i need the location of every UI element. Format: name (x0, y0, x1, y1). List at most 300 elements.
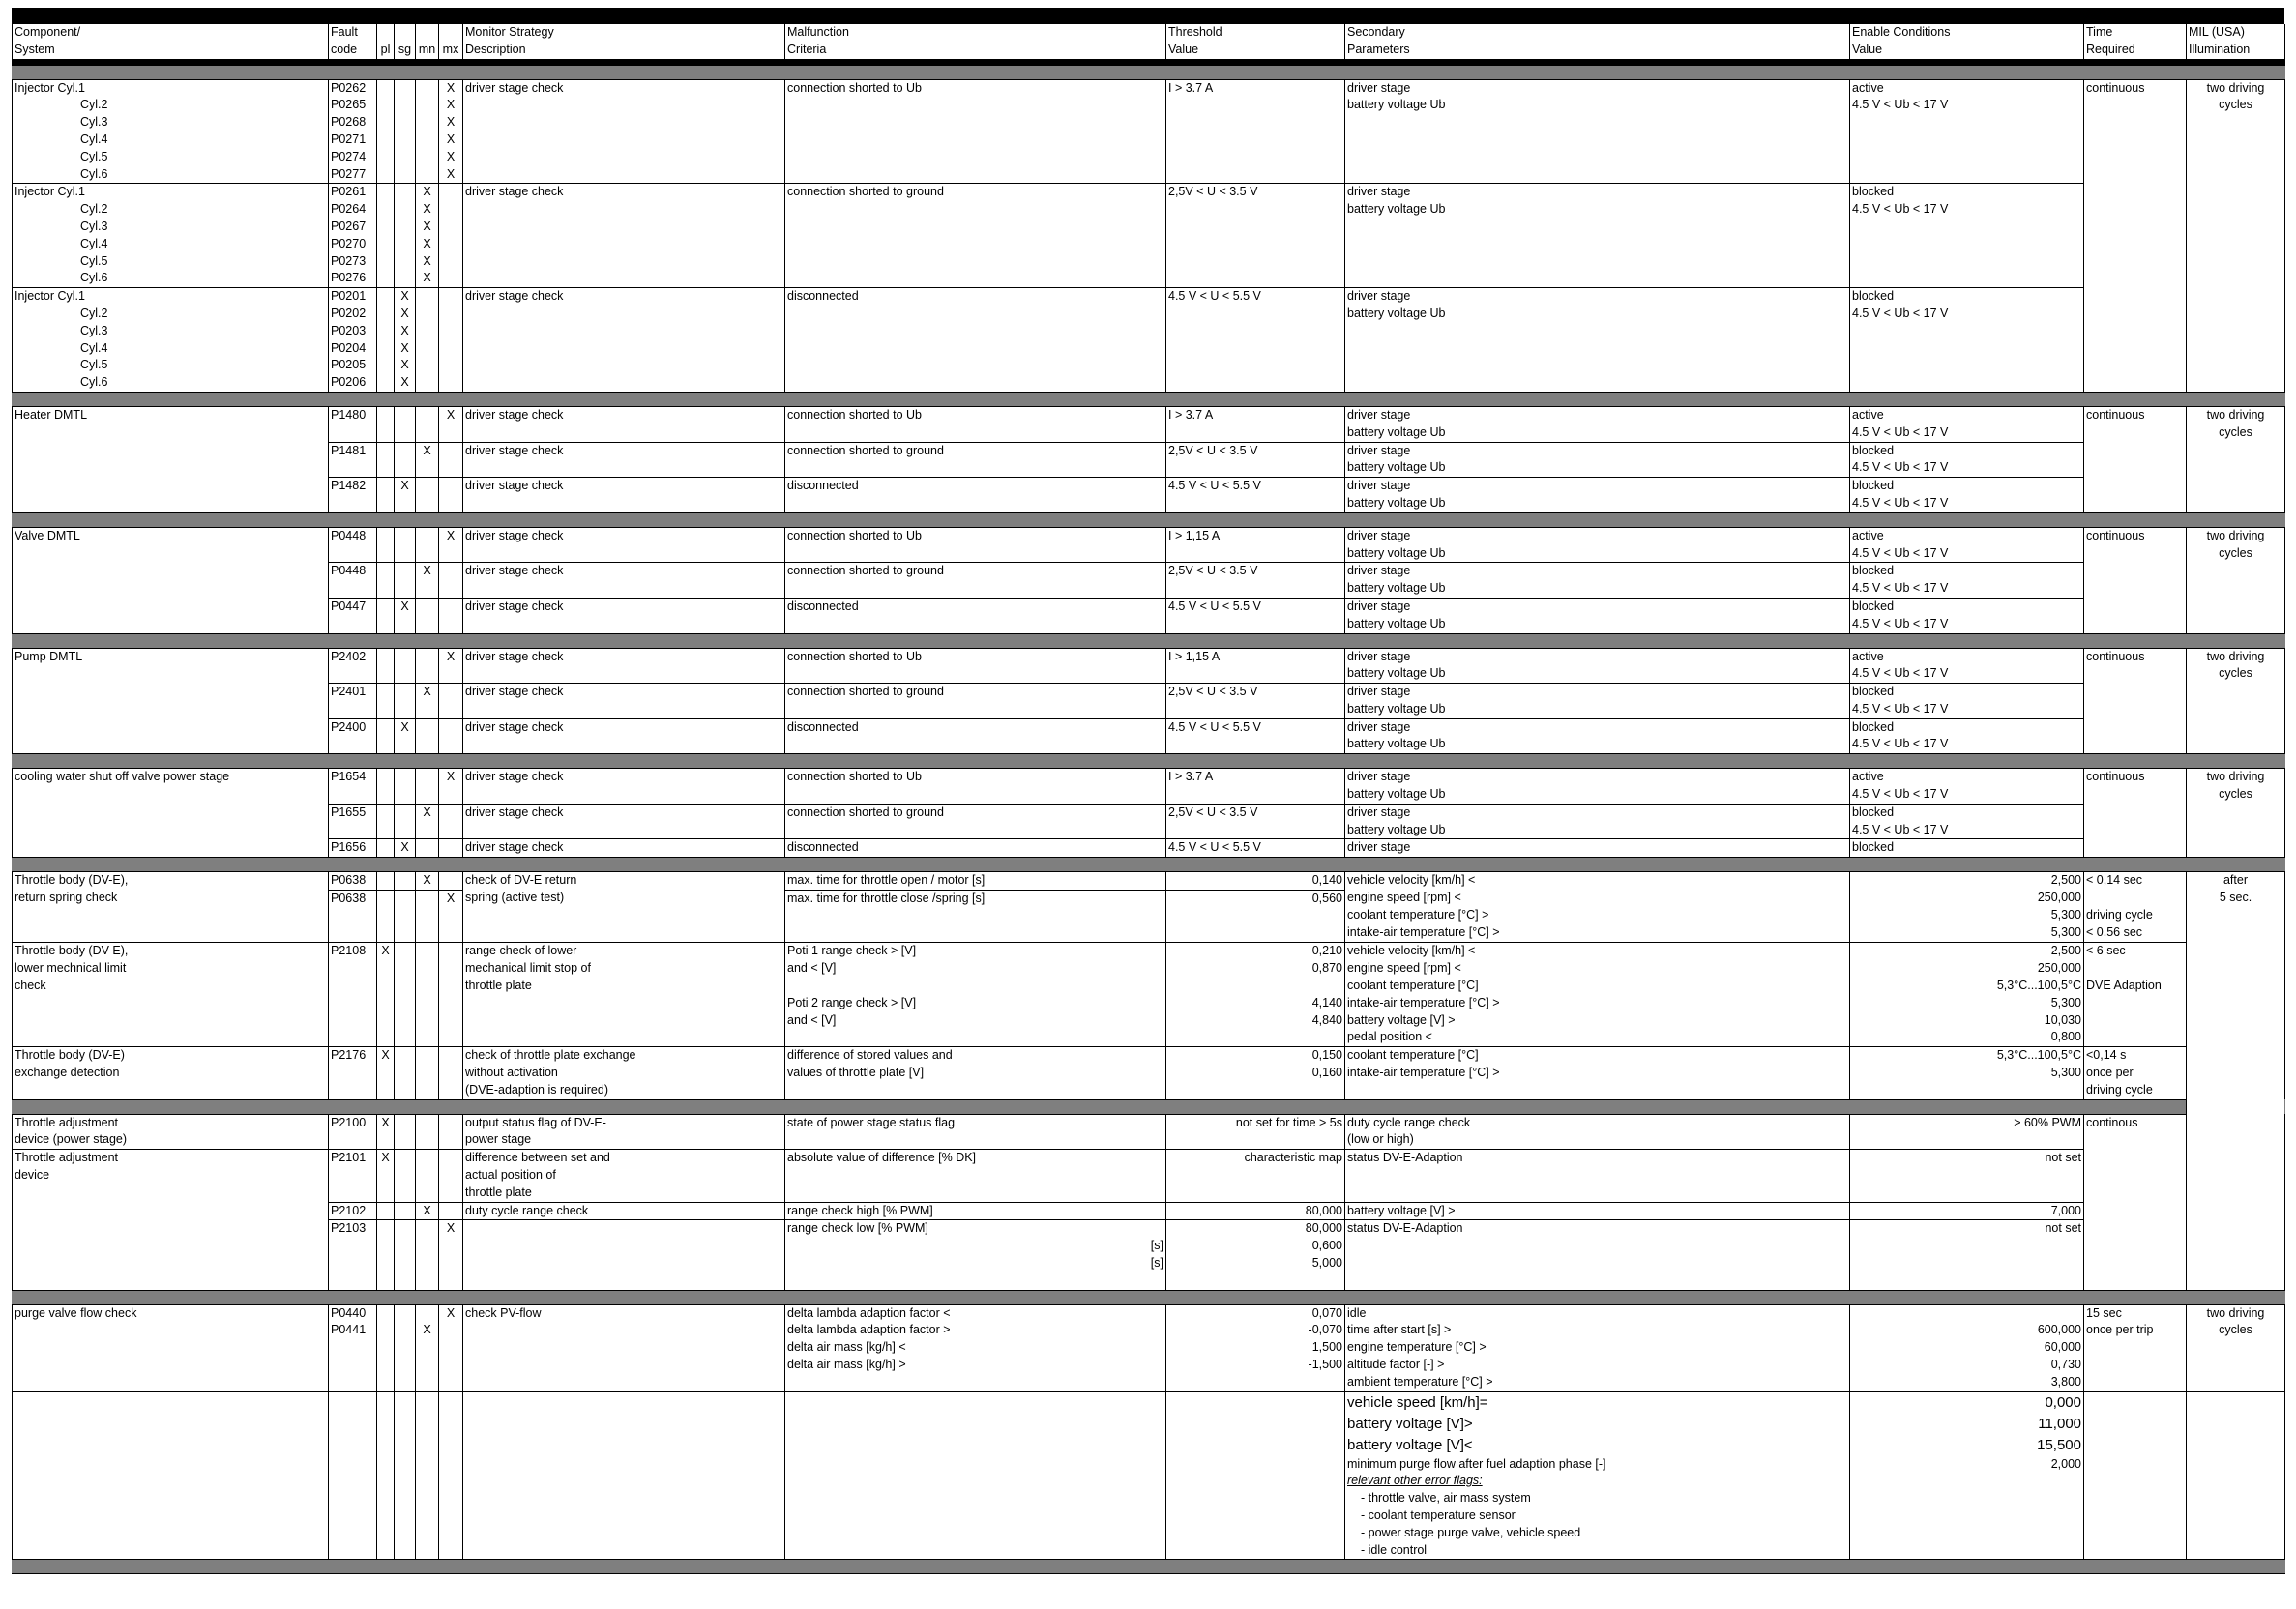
cell-line: P2401 (331, 685, 367, 699)
cell-line: once per (2086, 1066, 2134, 1080)
separator-cell (439, 65, 463, 79)
cell-line: continuous (2086, 770, 2145, 784)
cell-line: engine temperature [°C] > (1347, 1340, 1487, 1355)
cell-line: driver stage (1347, 80, 1411, 95)
component-injector (13, 288, 329, 393)
enable-conditions (1850, 1202, 2084, 1220)
cell-line: state of power stage status flag (787, 1115, 956, 1129)
cell-line: connection shorted to ground (787, 685, 944, 699)
flag-sg (395, 943, 416, 1047)
secondary-parameters (1345, 1202, 1850, 1220)
malfunction-criteria (785, 1304, 1166, 1391)
cell-line: active (1852, 770, 1884, 784)
cell-line: driver stage check (465, 685, 564, 699)
flag-mx (439, 943, 463, 1047)
header-sg (395, 24, 416, 59)
cell-line: engine speed [rpm] < (1347, 891, 1461, 905)
flag-mn (416, 1150, 439, 1202)
time-required (2084, 1304, 2187, 1391)
cell-line: X (381, 1048, 390, 1063)
cell-line: idle (1347, 1305, 1367, 1320)
separator-cell (439, 512, 463, 527)
cell-line: duty cycle range check (1347, 1115, 1471, 1129)
x-mark: X (446, 149, 456, 163)
mil-illumination (2187, 79, 2285, 392)
flag-sg (395, 648, 416, 684)
flag-pl (377, 184, 395, 288)
separator-cell (1345, 858, 1850, 872)
cell-line: active (1852, 528, 1884, 542)
cell-line: not set (2045, 1151, 2081, 1165)
cell-line: P2108 (331, 944, 367, 958)
cell-line: I > 1,15 A (1168, 528, 1221, 542)
cell-line: P2400 (331, 719, 367, 734)
component (13, 1114, 329, 1150)
component (13, 769, 329, 858)
cell-line: 4.5 V < U < 5.5 V (1168, 719, 1261, 734)
cell-line: intake-air temperature [°C] > (1347, 924, 1500, 939)
cell-line: range check high [% PWM] (787, 1203, 933, 1217)
flag-pl (377, 1220, 395, 1290)
flag-mn (416, 684, 439, 719)
cell-line: 4.5 V < Ub < 17 V (1852, 98, 1949, 112)
cell-line: connection shorted to Ub (787, 528, 922, 542)
cell-line: delta air mass [kg/h] > (787, 1357, 906, 1371)
cell-line: device (power stage) (15, 1132, 128, 1147)
separator-cell (463, 392, 785, 406)
section-separator (13, 858, 2285, 872)
component (13, 527, 329, 633)
cell-line: 5,000 (1311, 1256, 1342, 1270)
cell-line: 250,000 (2037, 891, 2081, 905)
cell-line: driver stage check (465, 770, 564, 784)
cell-line: 2,5V < U < 3.5 V (1168, 443, 1258, 457)
fault-codes (329, 79, 377, 184)
threshold-value (1166, 598, 1345, 633)
mil-illumination (2187, 648, 2285, 754)
component-line: Cyl.6 (80, 375, 108, 390)
separator-cell (785, 1560, 1166, 1574)
cell-line: check PV-flow (465, 1305, 542, 1320)
monitor-description (463, 769, 785, 804)
flag-sg (395, 598, 416, 633)
separator-cell (13, 65, 329, 79)
header-mx (439, 24, 463, 59)
flag-mn (416, 648, 439, 684)
component-line: Injector Cyl.1 (15, 185, 85, 199)
cell-line: P0264 (331, 202, 367, 217)
top-black-bar (12, 8, 2284, 24)
malfunction-criteria (785, 891, 1166, 943)
dmtl-row (13, 527, 2285, 563)
cell-line: check (15, 979, 46, 993)
cell-line: battery voltage Ub (1347, 787, 1446, 802)
flag-pl (377, 598, 395, 633)
cell-line: driver stage (1347, 289, 1411, 304)
separator-cell (439, 1099, 463, 1114)
cell-line: 0,600 (1311, 1239, 1342, 1253)
cell-line: driver stage check (465, 564, 564, 578)
cell-line: X (381, 1115, 390, 1129)
cell-line: cycles (2219, 666, 2252, 681)
fault-code (329, 1114, 377, 1150)
cell-line: disconnected (787, 719, 859, 734)
enable-conditions (1850, 598, 2084, 633)
flag-pl (377, 804, 395, 839)
separator-cell (2084, 633, 2187, 648)
separator-cell (416, 1099, 439, 1114)
cell-line: connection shorted to ground (787, 564, 944, 578)
cell-line: altitude factor [-] > (1347, 1357, 1445, 1371)
cell-line: ambient temperature [°C] > (1347, 1374, 1493, 1389)
cell-line: I > 1,15 A (1168, 649, 1221, 663)
flag-mx (439, 527, 463, 563)
separator-cell (377, 754, 395, 769)
cell-line (2086, 1029, 2184, 1046)
threshold-value (1166, 1391, 1345, 1560)
fault-code (329, 648, 377, 684)
cell-line: throttle plate (465, 1185, 532, 1199)
cell-line: < 0,14 sec (2086, 873, 2143, 888)
cell-line: driver stage check (465, 804, 564, 819)
cell-line: 2,5V < U < 3.5 V (1168, 685, 1258, 699)
secondary-parameters (1345, 406, 1850, 442)
flag-sg (395, 406, 416, 442)
cell-line: once per trip (2086, 1323, 2154, 1337)
separator-cell (329, 512, 377, 527)
cell-line: 3,800 (2050, 1374, 2081, 1389)
cell-line: X (423, 564, 431, 578)
separator-cell (463, 512, 785, 527)
enable-conditions (1850, 769, 2084, 804)
enable-conditions (1850, 872, 2084, 943)
cell-line: X (423, 443, 431, 457)
flag-pl (377, 1304, 395, 1391)
malfunction-criteria (785, 804, 1166, 839)
x-mark: X (400, 375, 409, 390)
cell-line: Heater DMTL (15, 407, 88, 422)
cell-line: mechanical limit stop of (465, 961, 591, 976)
cell-line (2086, 890, 2184, 907)
cell-line: check of throttle plate exchange (465, 1048, 636, 1063)
separator-cell (1345, 1560, 1850, 1574)
throttle-adjust-row (13, 1202, 2285, 1220)
enable-conditions (1850, 804, 2084, 839)
cell-line: driving cycle (2086, 1082, 2153, 1097)
cell-line: mx (442, 42, 459, 56)
threshold-value (1166, 184, 1345, 288)
malfunction-criteria (785, 288, 1166, 393)
cell-line: 2,5V < U < 3.5 V (1168, 564, 1258, 578)
monitor-description (463, 1202, 785, 1220)
unit-label: [s] (1150, 1239, 1163, 1253)
separator-cell (329, 1099, 377, 1114)
enable-conditions (1850, 442, 2084, 478)
fault-code (329, 1047, 377, 1099)
cell-line: System (15, 42, 55, 56)
flag-mx (439, 648, 463, 684)
separator-cell (13, 1560, 329, 1574)
cell-line: X (400, 840, 409, 855)
threshold-value (1166, 769, 1345, 804)
cell-line: Component/ (15, 25, 81, 39)
separator-cell (13, 858, 329, 872)
separator-cell (377, 858, 395, 872)
section-separator (13, 754, 2285, 769)
cell-line: P0276 (331, 271, 367, 285)
x-mark: X (423, 253, 431, 268)
cell-line: without activation (465, 1066, 558, 1080)
threshold-value (1166, 943, 1345, 1047)
separator-cell (395, 392, 416, 406)
separator-cell (395, 65, 416, 79)
malfunction-criteria (785, 563, 1166, 599)
flag-mn (416, 1047, 439, 1099)
cell-line: driver stage check (465, 479, 564, 493)
dmtl-row (13, 478, 2285, 513)
cell-line: time after start [s] > (1347, 1323, 1452, 1337)
cell-line: not set for time > 5s (1235, 1115, 1342, 1129)
cell-line: 4.5 V < U < 5.5 V (1168, 479, 1261, 493)
cell-line (2086, 995, 2184, 1012)
malfunction-criteria (785, 406, 1166, 442)
cell-line: X (381, 1151, 390, 1165)
cell-line: battery voltage [V] > (1347, 1203, 1456, 1217)
purge-extra-row (13, 1391, 2285, 1560)
cell-line: continuous (2086, 649, 2145, 663)
component (13, 1150, 329, 1290)
x-mark: X (400, 340, 409, 355)
cell-line: P0440 (331, 1305, 367, 1320)
flag-mn (416, 527, 439, 563)
fault-code (329, 684, 377, 719)
flag-sg (395, 1202, 416, 1220)
cell-line: blocked (1852, 840, 1895, 855)
secondary-parameters (1345, 1114, 1850, 1150)
separator-cell (1166, 754, 1345, 769)
cell-line: vehicle velocity [km/h] < (1347, 944, 1476, 958)
separator-cell (439, 392, 463, 406)
component-line: Cyl.5 (80, 358, 108, 372)
separator-cell (463, 1560, 785, 1574)
enable-conditions (1850, 1220, 2084, 1290)
separator-cell (377, 1099, 395, 1114)
x-mark: X (423, 202, 431, 217)
cell-line: driver stage (1347, 719, 1411, 734)
cell-line: P1482 (331, 479, 367, 493)
cell-line: 0,730 (2050, 1357, 2081, 1371)
cell-line: spring (active test) (465, 891, 565, 905)
separator-cell (329, 633, 377, 648)
cell-line: driver stage (1347, 685, 1411, 699)
flag-mx (439, 598, 463, 633)
separator-cell (416, 754, 439, 769)
fault-codes (329, 288, 377, 393)
mil-illumination (2187, 872, 2285, 1150)
cell-line: 0,800 (2050, 1030, 2081, 1044)
cell-line: connection shorted to ground (787, 443, 944, 457)
cell-line: P2103 (331, 1221, 367, 1236)
separator-cell (2084, 754, 2187, 769)
throttle-adjust-row (13, 1220, 2285, 1290)
malfunction-criteria (785, 1047, 1166, 1099)
separator-cell (377, 1290, 395, 1304)
flag-sg (395, 804, 416, 839)
cell-line: device (15, 1168, 50, 1183)
cell-line (1168, 978, 1342, 995)
cell-line: X (381, 944, 390, 958)
cell-line (787, 1082, 1163, 1099)
cell-line: 2,5V < U < 3.5 V (1168, 804, 1258, 819)
enable-conditions (1850, 648, 2084, 684)
flag-pl (377, 1047, 395, 1099)
malfunction-criteria (785, 184, 1166, 288)
cell-line: 5,300 (2050, 995, 2081, 1009)
cell-line: 0,870 (1311, 961, 1342, 976)
cell-line: continous (2086, 1115, 2138, 1129)
separator-cell (2187, 754, 2285, 769)
separator-cell (329, 392, 377, 406)
header-malfunction (785, 24, 1166, 59)
cell-line: cycles (2219, 545, 2252, 560)
cell-line: driver stage (1347, 804, 1411, 819)
mil-illumination (2187, 1304, 2285, 1391)
separator-cell (785, 65, 1166, 79)
cell-line: vehicle velocity [km/h] < (1347, 873, 1476, 888)
relevant-flag-item: - power stage purge valve, vehicle speed (1361, 1525, 1581, 1539)
cell-line: driver stage (1347, 649, 1411, 663)
cell-line: P2402 (331, 649, 367, 663)
fault-code (329, 563, 377, 599)
flag-pl (377, 718, 395, 754)
flag-sg (395, 684, 416, 719)
enable-conditions (1850, 1150, 2084, 1202)
section-separator (13, 1099, 2285, 1114)
flag-pl (377, 684, 395, 719)
cell-line: P2101 (331, 1151, 367, 1165)
separator-cell (463, 633, 785, 648)
cell-line: 80,000 (1305, 1221, 1342, 1236)
cell-line: 15 sec (2086, 1305, 2122, 1320)
cell-line: 4.5 V < U < 5.5 V (1168, 840, 1261, 855)
cell-line: P0261 (331, 185, 367, 199)
time-required (2084, 648, 2187, 754)
flag-mn (416, 943, 439, 1047)
cell-line: 4,140 (1311, 995, 1342, 1009)
cell-line: engine speed [rpm] < (1347, 961, 1461, 976)
separator-cell (1850, 858, 2084, 872)
separator-cell (439, 858, 463, 872)
cell-line: driver stage (1347, 770, 1411, 784)
monitor-description (463, 527, 785, 563)
separator-cell (1166, 1099, 1345, 1114)
cell-line: range check low [% PWM] (787, 1221, 928, 1236)
enable-conditions (1850, 1047, 2084, 1099)
cell-line: coolant temperature [°C] (1347, 979, 1479, 993)
cell-line (1168, 1082, 1342, 1099)
cell-line: connection shorted to Ub (787, 407, 922, 422)
cell-line: pedal position < (1347, 1030, 1432, 1044)
separator-cell (2084, 1560, 2187, 1574)
section-separator (13, 392, 2285, 406)
separator-cell (395, 1560, 416, 1574)
secondary-parameters (1345, 684, 1850, 719)
malfunction-criteria (785, 1114, 1166, 1150)
cell-line: X (446, 407, 456, 422)
fault-code (329, 891, 377, 943)
cell-line (1852, 1305, 2081, 1323)
separator-cell (13, 1099, 329, 1114)
cell-line: > 60% PWM (2014, 1115, 2081, 1129)
separator-cell (439, 1560, 463, 1574)
monitor-description (463, 943, 785, 1047)
fault-code (329, 442, 377, 478)
monitor-description (463, 804, 785, 839)
cell-line: disconnected (787, 289, 859, 304)
separator-cell (785, 633, 1166, 648)
cell-line: X (423, 1323, 431, 1337)
cell-line: Throttle body (DV-E), (15, 873, 129, 888)
cell-line: 2,000 (2050, 1456, 2081, 1471)
dmtl-row (13, 442, 2285, 478)
purge-row (13, 1304, 2285, 1391)
time-required (2084, 406, 2187, 512)
header-monitor (463, 24, 785, 59)
separator-cell (329, 1290, 377, 1304)
cell-line: connection shorted to Ub (787, 649, 922, 663)
flag-pl (377, 288, 395, 393)
header-row (13, 24, 2285, 59)
cell-line: 5,3°C...100,5°C (1996, 979, 2081, 993)
separator-cell (463, 858, 785, 872)
cell-line: vehicle speed [km/h]= (1347, 1393, 1488, 1411)
monitor-description (463, 598, 785, 633)
cell-line: max. time for throttle open / motor [s] (787, 873, 986, 888)
cell-line: coolant temperature [°C] (1347, 1048, 1479, 1063)
dmtl-row (13, 648, 2285, 684)
component (13, 406, 329, 512)
flag-sg (395, 769, 416, 804)
enable-conditions (1850, 79, 2084, 184)
threshold-value (1166, 442, 1345, 478)
cell-line: battery voltage Ub (1347, 460, 1446, 475)
flag-sg (395, 563, 416, 599)
separator-cell (1345, 1290, 1850, 1304)
time-required (2084, 872, 2187, 943)
cell-line: 4.5 V < Ub < 17 V (1852, 306, 1949, 320)
secondary-parameters (1345, 288, 1850, 393)
flag-pl (377, 442, 395, 478)
x-mark: X (400, 358, 409, 372)
relevant-flag-item: - coolant temperature sensor (1361, 1507, 1516, 1522)
monitor-description (463, 1114, 785, 1150)
document-page (12, 8, 2284, 1574)
cell-line: coolant temperature [°C] > (1347, 907, 1489, 922)
cell-line: P0441 (331, 1323, 367, 1337)
fault-code (329, 943, 377, 1047)
separator-cell (13, 1290, 329, 1304)
separator-cell (395, 1099, 416, 1114)
cell-line: X (446, 1305, 456, 1320)
cell-line: Fault (331, 25, 358, 39)
cell-line: X (446, 770, 456, 784)
cell-line: 2,5V < U < 3.5 V (1168, 185, 1258, 199)
threshold-value (1166, 79, 1345, 184)
component-line: Cyl.5 (80, 253, 108, 268)
cell-line: DVE Adaption (2086, 979, 2162, 993)
cell-line: P0205 (331, 358, 367, 372)
cell-line: range check of lower (465, 944, 577, 958)
